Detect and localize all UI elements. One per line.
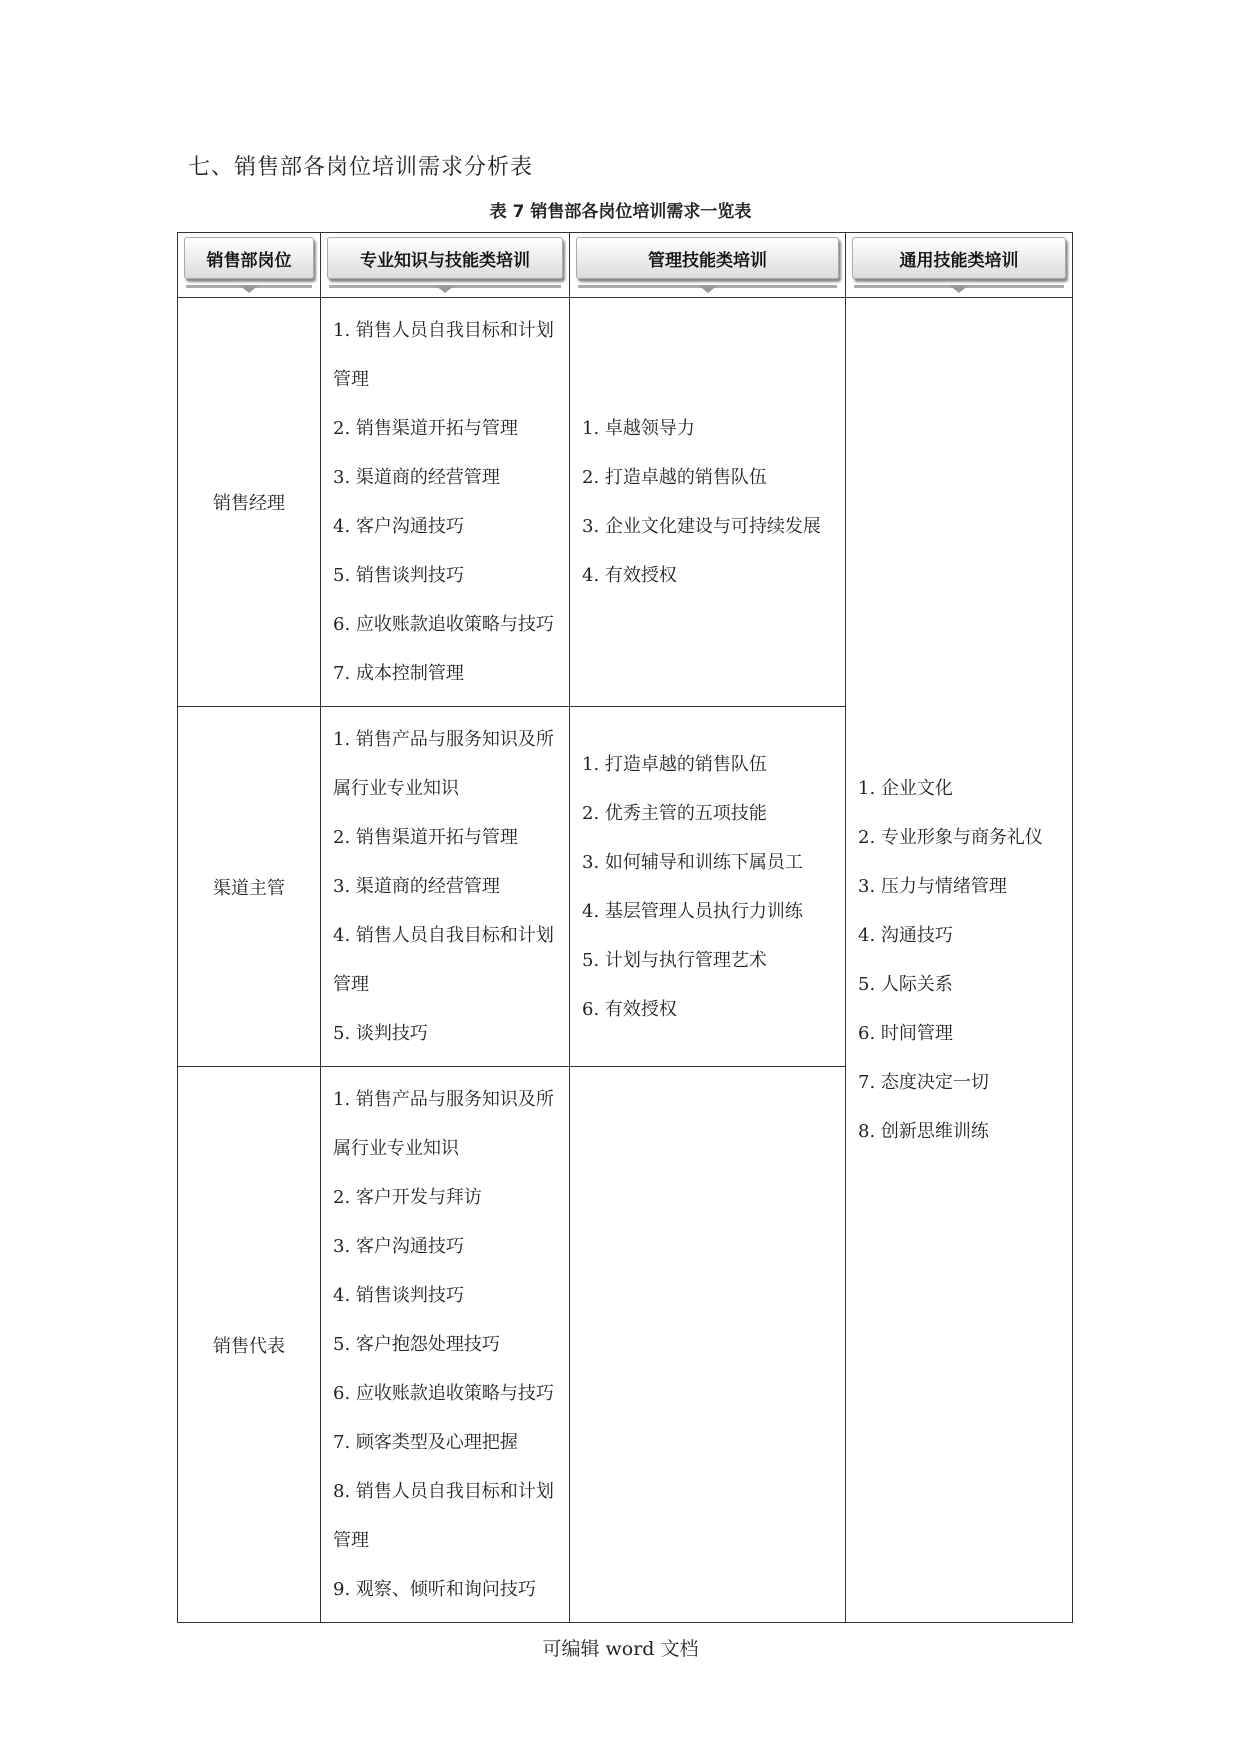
header-tab: 管理技能类培训 [576, 237, 839, 279]
header-tab: 销售部岗位 [184, 237, 314, 279]
list-item: 6. 有效授权 [582, 998, 677, 1020]
list-item: 4. 销售谈判技巧 [333, 1285, 464, 1306]
list-item: 7. 成本控制管理 [333, 663, 464, 684]
list-item: 3. 如何辅导和训练下属员工 [582, 851, 803, 873]
list-item: 2. 专业形象与商务礼仪 [858, 827, 1043, 848]
list-item: 1. 销售产品与服务知识及所属行业专业知识 [333, 1089, 554, 1159]
list-item: 1. 销售产品与服务知识及所属行业专业知识 [333, 729, 554, 799]
management-cell [570, 707, 846, 1067]
header-tab: 专业知识与技能类培训 [327, 237, 563, 279]
list-item: 3. 压力与情绪管理 [858, 876, 1007, 897]
list-item: 6. 时间管理 [858, 1023, 953, 1044]
header-role [178, 233, 321, 298]
list-item: 4. 有效授权 [582, 565, 677, 586]
list-item: 2. 优秀主管的五项技能 [582, 802, 767, 824]
chevron-down-icon [698, 285, 718, 293]
list-item: 7. 态度决定一切 [858, 1072, 989, 1093]
professional-cell [321, 1067, 570, 1623]
list-item: 5. 谈判技巧 [333, 1023, 428, 1044]
list-item: 4. 基层管理人员执行力训练 [582, 900, 803, 922]
list-item: 2. 销售渠道开拓与管理 [333, 418, 518, 439]
table-row-sales-manager [178, 298, 1073, 707]
professional-cell [321, 707, 570, 1067]
general-cell [846, 298, 1073, 1623]
list-item: 2. 打造卓越的销售队伍 [582, 467, 767, 488]
training-needs-table [177, 232, 1073, 1623]
list-item: 6. 应收账款追收策略与技巧 [333, 614, 554, 635]
list-item: 5. 客户抱怨处理技巧 [333, 1334, 500, 1355]
list-item: 9. 观察、倾听和询问技巧 [333, 1579, 536, 1600]
list-item: 5. 计划与执行管理艺术 [582, 949, 767, 971]
page-footer: 可编辑 word 文档 [542, 1638, 699, 1660]
section-title: 七、销售部各岗位培训需求分析表 [188, 155, 534, 180]
list-item: 4. 销售人员自我目标和计划管理 [333, 925, 554, 995]
list-item: 8. 销售人员自我目标和计划管理 [333, 1481, 554, 1551]
header-tab: 通用技能类培训 [852, 237, 1066, 279]
list-item: 1. 销售人员自我目标和计划管理 [333, 320, 554, 390]
list-item: 4. 客户沟通技巧 [333, 516, 464, 537]
table-header-row [178, 233, 1073, 298]
management-cell [570, 298, 846, 707]
role-cell: 渠道主管 [178, 707, 321, 1067]
list-item: 4. 沟通技巧 [858, 925, 953, 946]
list-item: 1. 卓越领导力 [582, 418, 695, 439]
chevron-down-icon [435, 285, 455, 293]
list-item: 1. 打造卓越的销售队伍 [582, 753, 767, 775]
list-item: 1. 企业文化 [858, 778, 953, 799]
table-caption: 表 7 销售部各岗位培训需求一览表 [489, 202, 752, 222]
list-item: 3. 企业文化建设与可持续发展 [582, 516, 821, 537]
list-item: 5. 销售谈判技巧 [333, 565, 464, 586]
role-cell: 销售经理 [178, 298, 321, 707]
list-item: 3. 渠道商的经营管理 [333, 876, 500, 897]
chevron-down-icon [949, 285, 969, 293]
list-item: 3. 客户沟通技巧 [333, 1236, 464, 1257]
list-item: 2. 销售渠道开拓与管理 [333, 827, 518, 848]
list-item: 5. 人际关系 [858, 974, 953, 995]
header-general [846, 233, 1073, 298]
list-item: 3. 渠道商的经营管理 [333, 467, 500, 488]
professional-cell [321, 298, 570, 707]
role-cell: 销售代表 [178, 1067, 321, 1623]
header-management [570, 233, 846, 298]
chevron-down-icon [239, 285, 259, 293]
management-cell-empty [570, 1067, 846, 1623]
list-item: 6. 应收账款追收策略与技巧 [333, 1383, 554, 1404]
list-item: 2. 客户开发与拜访 [333, 1187, 482, 1208]
list-item: 7. 顾客类型及心理把握 [333, 1432, 518, 1453]
header-professional [321, 233, 570, 298]
list-item: 8. 创新思维训练 [858, 1121, 989, 1142]
